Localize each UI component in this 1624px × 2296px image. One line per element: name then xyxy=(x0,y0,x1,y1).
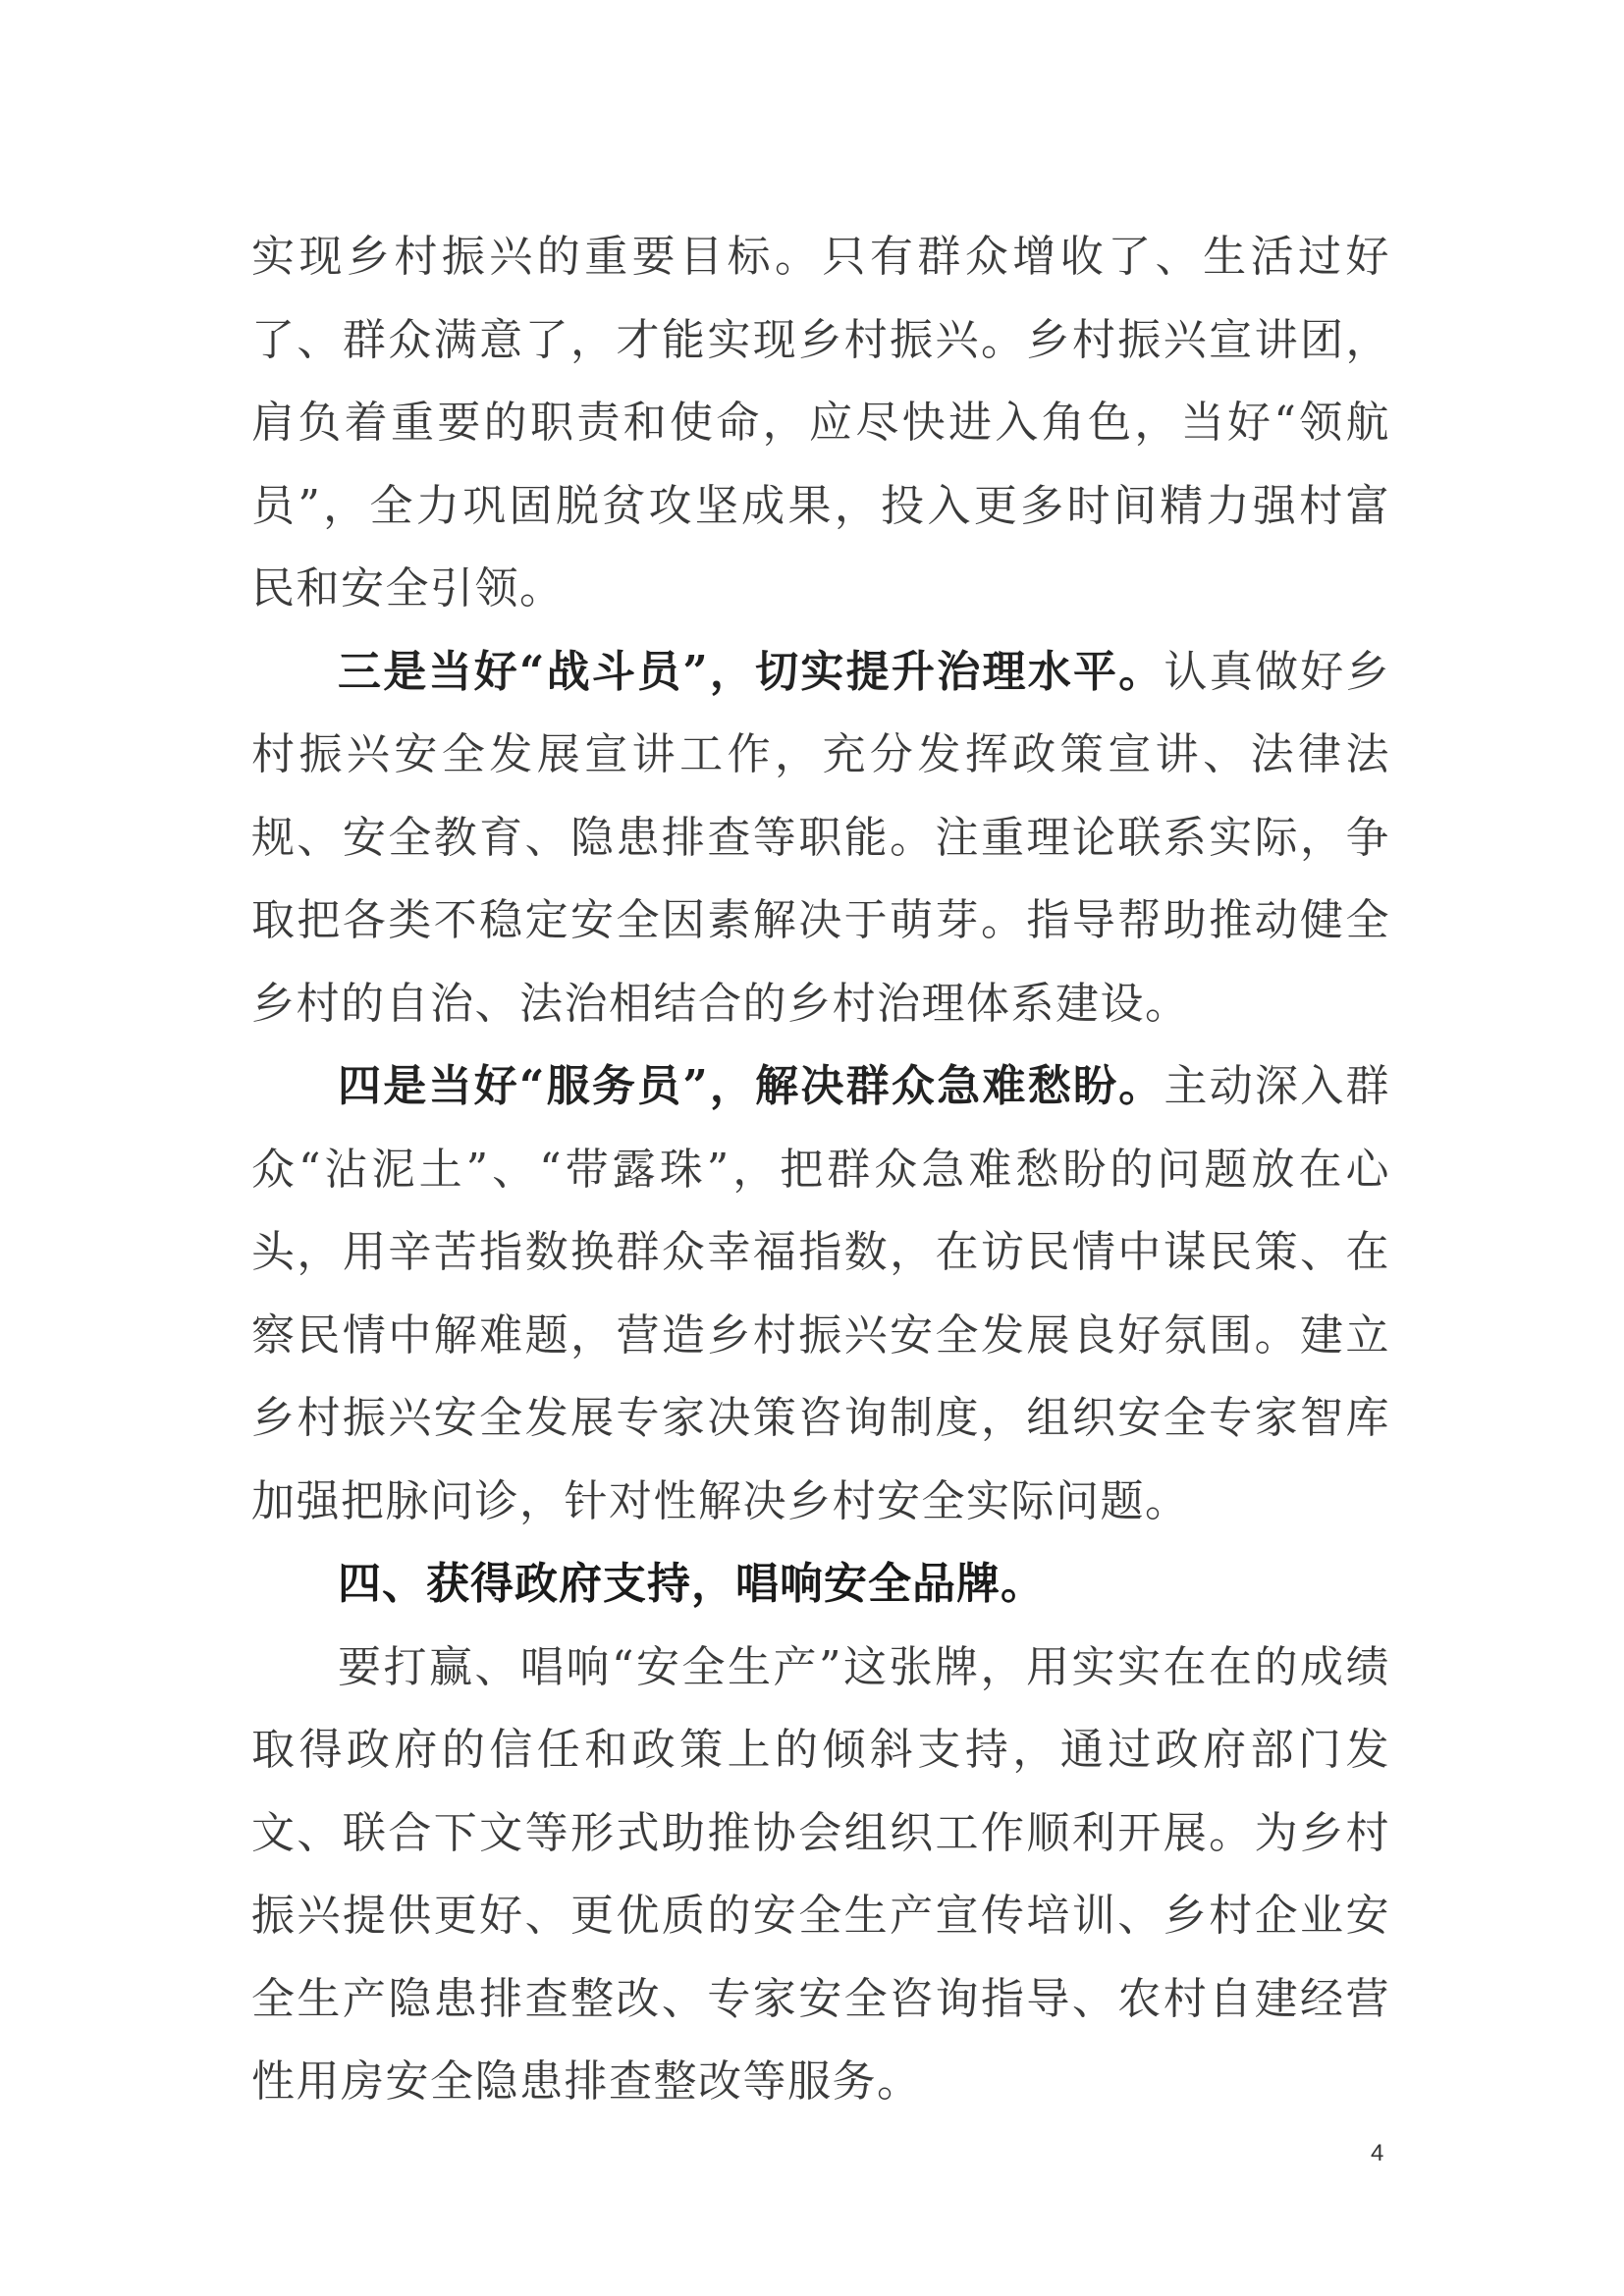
paragraph-lead: 四是当好“服务员”，解决群众急难愁盼。 xyxy=(338,1061,1164,1111)
paragraph-text: 实现乡村振兴的重要目标。只有群众增收了、生活过好了、群众满意了，才能实现乡村振兴。乡村振兴宣讲团，肩负着重要的职责和使命，应尽快进入角色，当好“领航员”，全力巩固脱贫攻坚成果，投入更多时间精力强村富民和安全引领。 xyxy=(251,232,1390,614)
paragraph-lead: 三是当好“战斗员”，切实提升治理水平。 xyxy=(338,646,1164,697)
page-number: 4 xyxy=(1371,2140,1384,2166)
paragraph-text: 主动深入群众“沾泥土”、“带露珠”，把群众急难愁盼的问题放在心头，用辛苦指数换群众幸福指数，在访民情中谋民策、在察民情中解难题，营造乡村振兴安全发展良好氛围。建立乡村振兴安全发展专家决策咨询制度，组织安全专家智库加强把脉问诊，针对性解决乡村安全实际问题。 xyxy=(251,1061,1391,1526)
paragraph-text: 要打赢、唱响“安全生产”这张牌，用实实在在的成绩取得政府的信任和政策上的倾斜支持，通过政府部门发文、联合下文等形式助推协会组织工作顺利开展。为乡村振兴提供更好、更优质的安全生产宣传培训、乡村企业安全生产隐患排查整改、专家安全咨询指导、农村自建经营性用房安全隐患排查整改等服务。 xyxy=(251,1641,1390,2107)
document-body xyxy=(251,216,1390,2124)
paragraph-text: 认真做好乡村振兴安全发展宣讲工作，充分发挥政策宣讲、法律法规、安全教育、隐患排查等职能。注重理论联系实际，争取把各类不稳定安全因素解决于萌芽。指导帮助推动健全乡村的自治、法治相结合的乡村治理体系建设。 xyxy=(251,646,1391,1029)
section-heading: 四、获得政府支持，唱响安全品牌。 xyxy=(338,1559,1045,1609)
paragraph-point-three xyxy=(251,631,1390,1046)
paragraph-continuation xyxy=(251,216,1390,631)
paragraph-point-four xyxy=(251,1045,1390,1543)
paragraph-government-support xyxy=(251,1627,1390,2124)
